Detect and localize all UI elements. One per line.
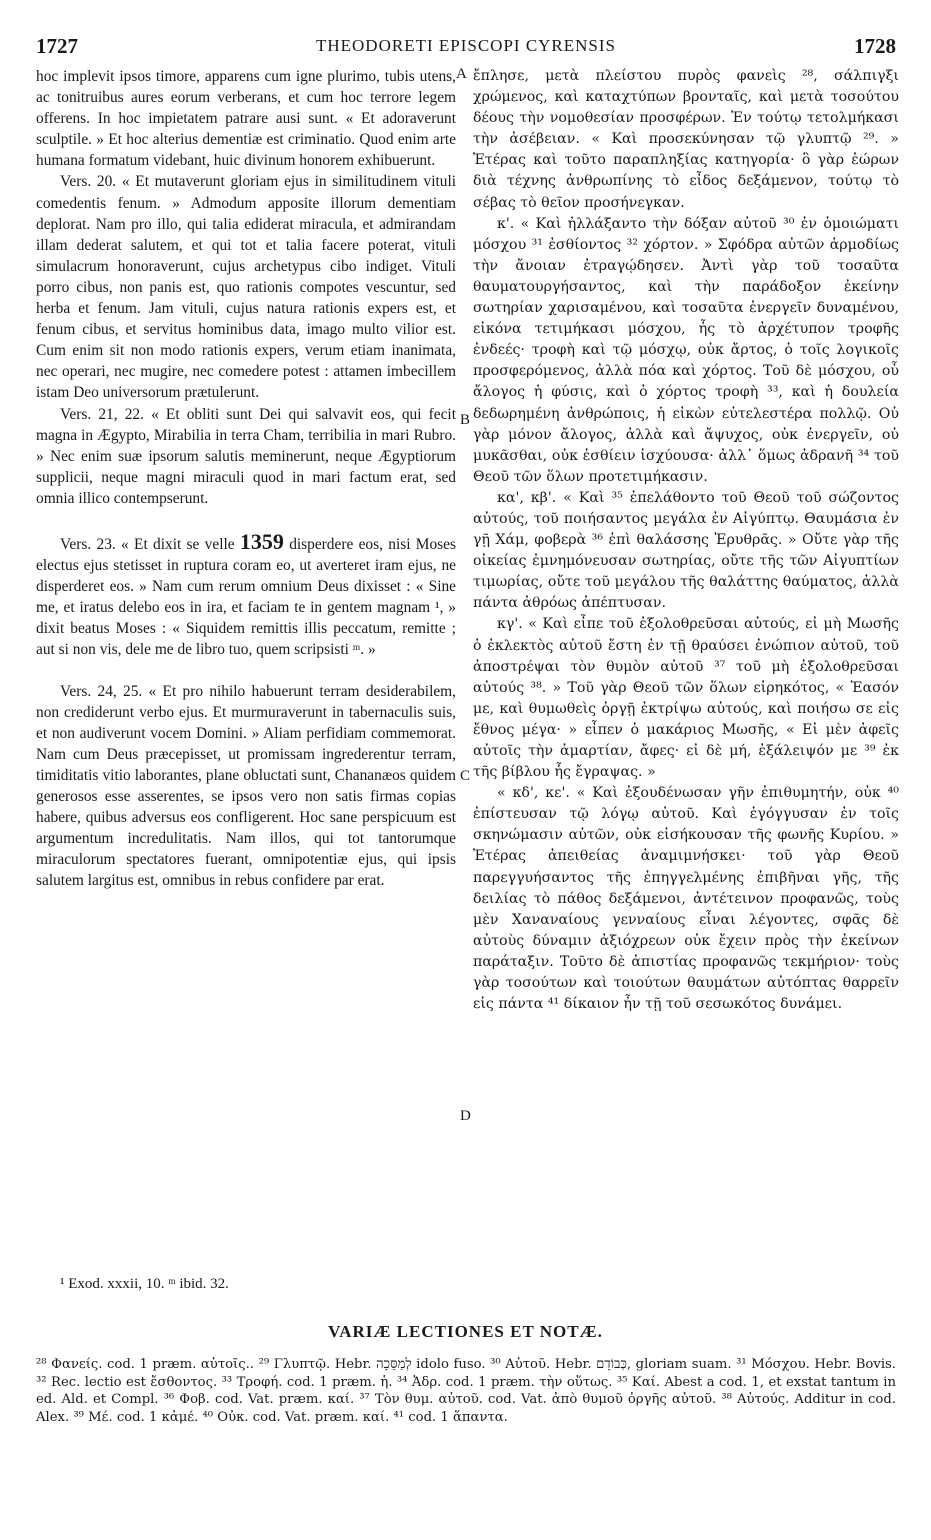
greek-paragraph: « κδ', κε'. « Καὶ ἐξουδένωσαν γῆν ἐπιθυμητήν, οὐκ ⁴⁰ ἐπίστευσαν τῷ λόγῳ αὐτοῦ. Καὶ ἐγόγγυσαν ἐν τοῖς σκηνώμασιν αὐτῶν, οὐκ εἰσήκουσαν τῆς φωνῆς Κυρίου. » Ἑτέρας ἀπειθείας ἀναμιμνήσκει· τοῦ γὰρ Θεοῦ παρεγγυήσαντος τῆς ἐπηγγελμένης ἐπιβῆναι γῆς, τῆς δειλίας τὸ πάθος δεξάμενοι, ἀντέτεινον προφανῶς, τοὺς μὲν Χαναναίους γενναίους εἶναι λέγοντες, σφᾶς δὲ αὐτοὺς δύναμιν ἀξιόχρεων οὐκ ἔχειν πρὸς τὴν ἐκείνων παράταξιν. Τοῦτο δὲ ἀπιστίας προφανῶς τεκμήριον· τοὺς γὰρ τοσούτων καὶ τοιούτων θαυμάτων αὐτόπτας θαρρεῖν εἰς πάντα ⁴¹ δίκαιον ἦν τῇ τοῦ σεσωκότος δυνάμει.: [473, 785, 899, 1013]
section-marker: B: [460, 412, 471, 428]
latin-paragraph: Vers. 20. « Et mutaverunt gloriam ejus in similitudinem vituli comedentis fenum. » Admodum apposite illorum dementiam deplorat. Nam pro illo, qui talia ediderat miracula, et admirandam illam dederat salutem, et qui tot et talia facere poterat, vituli simulacrum honoraverunt, cujus archetypus cibo indiget. Vituli porro cibus, non panis est, quo rationis compotes vescuntur, sed herba et fenum. Jam vituli, cujus natura rationis expers est, et fenum cibus, et servitus hominibus data, imago multo vilior est. Cum enim sit non modo rationis expers, verum etiam inanimata, nec operari, nec mugire, nec comedere potest : attamen imbecillem istam Deo universorum prætulerunt.: [36, 173, 456, 402]
latin-paragraph: Vers. 21, 22. « Et obliti sunt Dei qui salvavit eos, qui fecit magna in Ægypto, Mirabilia in terra Cham, terribilia in mari Rubro. » Nec enim suæ ipsorum salutis meminerunt, neque Ægyptiorum supplicii, neque magni miraculi quod in mari factum erat, sed omnia illico contempserunt.: [36, 405, 456, 507]
greek-paragraph: κ'. « Καὶ ἠλλάξαντο τὴν δόξαν αὐτοῦ ³⁰ ἐν ὁμοιώματι μόσχου ³¹ ἐσθίοντος ³² χόρτον. » Σφόδρα αὐτῶν ἁρμοδίως τὴν ἄνοιαν ἐτραγῴδησεν. Ἀντὶ γὰρ τοῦ τοσαῦτα θαυματουργήσαντος, καὶ τὴν παράδοξον ἐκείνην σωτηρίαν χαρισαμένου, καὶ τοσαῦτα ἐνεργεῖν δυναμένου, εἰκόνα τετιμήκασι μόσχου, ἧς τὸ ἀρχέτυπον τροφῆς ἐνδεές· τροφὴ καὶ τῷ μόσχῳ, οὐκ ἄρτος, ὁ τοῖς λογικοῖς προσφερόμενος, ἀλλὰ πόα καὶ χόρτος. Τοῦ δὲ μόσχου, οὗ ἄλογος ἡ φύσις, καὶ ὁ χόρτος τροφὴ ³³, καὶ ἡ δουλεία δεδωρημένη ἀνθρώποις, ἡ εἰκὼν εὐτελεστέρα πολλῷ. Οὐ γὰρ μόνον ἄλογος, ἀλλὰ καὶ ἄψυχος, οὐκ ἐνεργεῖν, οὐ μυκᾶσθαι, οὐκ ἐσθίειν ἰσχύουσα· ἀλλ᾽ ὅμως ἀδρανῆ ³⁴ τοῦ Θεοῦ τῶν ὅλων προτετιμήκασιν.: [473, 215, 899, 485]
notes-text: ²⁸ Φανείς. cod. 1 præm. αὐτοῖς.. ²⁹ Γλυπτῷ. Hebr. לְמַסֵּכָה idolo fuso. ³⁰ Αὐτοῦ. Hebr. כְּבוֹדָם, gloriam suam. ³¹ Μόσχου. Hebr. Bovis. ³² Rec. lectio est ἔσθοντος. ³³ Τροφή. cod. 1 præm. ἡ. ³⁴ Ἀδρ. cod. 1 præm. τὴν οὕτως. ³⁵ Καί. Abest a cod. 1, et exstat tantum in ed. Ald. et Compl. ³⁶ Φοβ. cod. Vat. præm. καί. ³⁷ Τὸν θυμ. αὐτοῦ. cod. Vat. ἀπὸ θυμοῦ ὀργῆς αὐτοῦ. ³⁸ Αὐτούς. Additur in cod. Alex. ³⁹ Μέ. cod. 1 κἀμέ. ⁴⁰ Οὐκ. cod. Vat. præm. καί. ⁴¹ cod. 1 ἅπαντα.: [36, 1357, 896, 1425]
running-title: THEODORETI EPISCOPI CYRENSIS: [315, 36, 617, 55]
page-header: [36, 34, 896, 60]
greek-paragraph: κα', κβ'. « Καὶ ³⁵ ἐπελάθοντο τοῦ Θεοῦ τοῦ σώζοντος αὐτούς, τοῦ ποιήσαντος μεγάλα ἐν Αἰγύπτῳ. Θαυμάσια ἐν γῇ Χάμ, φοβερὰ ³⁶ ἐπὶ θαλάσσης Ἐρυθρᾶς. » Οὔτε γὰρ τῆς οἰκείας ἐμνημόνευσαν σωτηρίας, οὔτε τῆς τῶν Αἰγυπτίων τιμωρίας, οὔτε τοῦ μεγάλου τῆς θαλάττης θαύματος, ἀλλὰ πάντα ἀθρόως ἀπέπτυσαν.: [473, 489, 899, 612]
latin-paragraph: Vers. 23. « Et dixit se velle 1359 disperdere eos, nisi Moses electus ejus stetisset in ruptura coram eo, ut averteret iram ejus, ne disperderet eos. » Nam cum rerum omnium Deus dixisset : « Sine me, et iratus delebo eos in ira, et faciam te in gentem magnam ¹, » dixit beatus Moses : « Siquidem remittis illis peccatum, remitte ; aut si non vis, dele me de libro tuo, quem scripsisti ᵐ. »: [36, 528, 456, 659]
notes-heading: VARIÆ LECTIONES ET NOTÆ.: [328, 1322, 603, 1341]
greek-paragraph: ἔπλησε, μετὰ πλείστου πυρὸς φανεὶς ²⁸, σάλπιγξι χρώμενος, καὶ καταχτύπων βρονταῖς, καὶ μετὰ τοσούτου δέους τὴν νομοθεσίαν προσφέρων. Ἐν τούτῳ τετολμήκασι τὴν ἀσέβειαν. « Καὶ προσεκύνησαν τῷ γλυπτῷ ²⁹. » Ἑτέρας καὶ τοῦτο παραπληξίας κατηγορία· ὃ γὰρ ἑώρων διὰ τέχνης ἀνθρωπίνης τὸ εἶδος δεξάμενον, τούτῳ τὸ σέβας τὸ θεῖον προσήνεγκαν.: [473, 68, 899, 211]
latin-column: [36, 66, 456, 891]
section-marker: A: [456, 66, 467, 82]
section-marker: C: [460, 768, 471, 784]
left-page-number: 1727: [36, 34, 78, 58]
greek-column: [473, 66, 899, 1015]
footnote: ¹ Exod. xxxii, 10. ᵐ ibid. 32.: [60, 1276, 229, 1292]
latin-paragraph: Vers. 24, 25. « Et pro nihilo habuerunt terram desiderabilem, non crediderunt verbo ejus. Et murmuraverunt in tabernaculis suis, et non audiverunt vocem Domini. » Aliam perfidiam commemorat. Nam cum Deus præcepisset, ut promissam ingrederentur terram, timiditatis vitio laborantes, plane obluctati sunt, Chananæos quidem generosos esse asserentes, se ipsos vero non satis firmas copias habere, quibus adversus eos confligerent. Hoc sane perspicuum est argumentum incredulitatis. Nam illos, qui tot tantorumque miraculorum spectatores fuerant, omnipotentiæ ejus, qui ipsis salutem largitus est, omnibus in rebus confidere par erat.: [36, 682, 456, 890]
right-page-number: 1728: [854, 34, 896, 58]
column-number: 1359: [239, 528, 284, 554]
latin-paragraph: hoc implevit ipsos timore, apparens cum igne plurimo, tubis utens, ac tonitruibus aures eorum verberans, et cum hoc terrore legem offerens. In hoc impietatem patrare ausi sunt. « Et adoraverunt sculptile. » Et hoc alterius dementiæ est criminatio. Quod enim arte humana formatum videbant, huic divinum honorem exhibuerunt.: [36, 68, 456, 170]
greek-paragraph: κγ'. « Καὶ εἶπε τοῦ ἐξολοθρεῦσαι αὐτούς, εἰ μὴ Μωσῆς ὁ ἐκλεκτὸς αὐτοῦ ἔστη ἐν τῇ θραύσει ἐνώπιον αὐτοῦ, τοῦ ἀποστρέψαι τὸν θυμὸν αὐτοῦ ³⁷ τοῦ μὴ ἐξολοθρεῦσαι αὐτούς ³⁸. » Τοῦ γὰρ Θεοῦ τῶν ὅλων εἰρηκότος, « Ἐασόν με, καὶ θυμωθεὶς ὀργῇ ἐκτρίψω αὐτούς, καὶ ποιήσω σε εἰς ἔθνος μέγα· » εἶπεν ὁ μακάριος Μωσῆς, « Εἰ μὲν ἀφεῖς αὐτοῖς τὴν ἁμαρτίαν, ἄφες· εἰ δὲ μή, ἐξάλειψόν με ³⁹ ἐκ τῆς βίβλου ἧς ἔγραψας. »: [473, 616, 899, 781]
section-marker: D: [460, 1108, 471, 1124]
